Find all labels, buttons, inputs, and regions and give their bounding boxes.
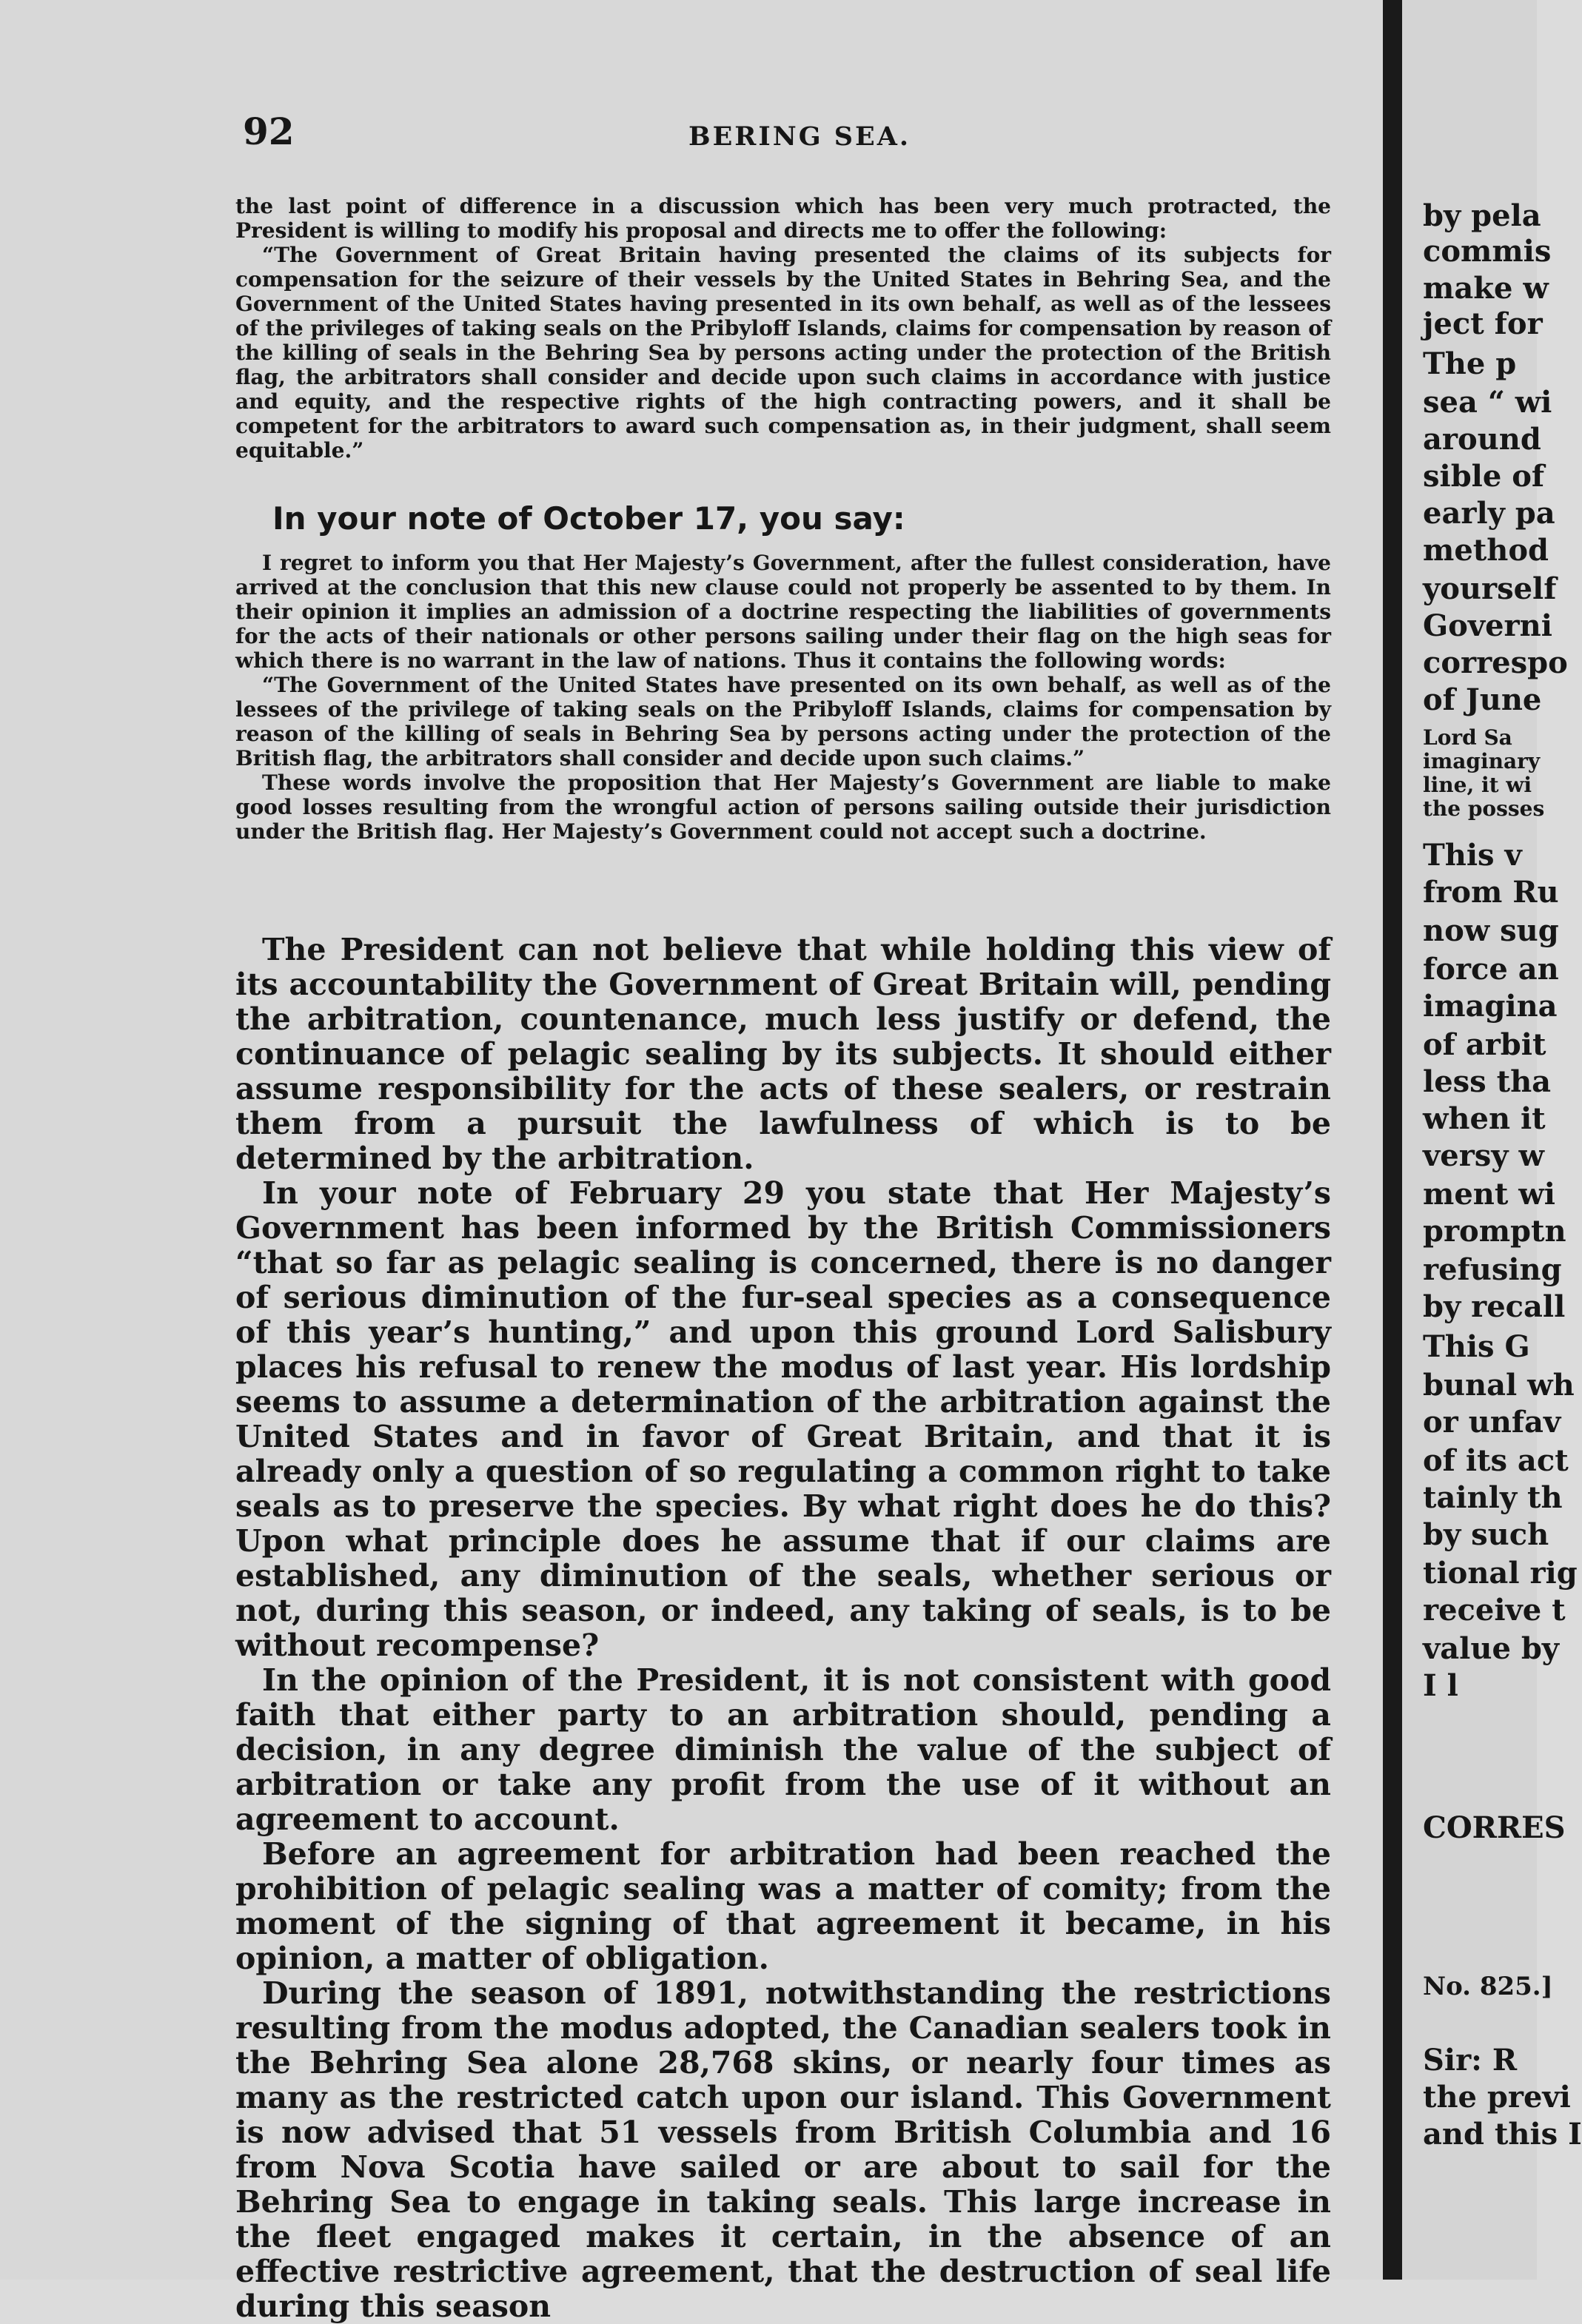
right-page-line: versy w bbox=[1423, 1138, 1544, 1173]
right-page-line: promptn bbox=[1423, 1214, 1566, 1249]
right-page-line: the previ bbox=[1423, 2080, 1571, 2115]
note-paragraph: I regret to inform you that Her Majesty’s Government, after the fullest consideration, have arrived at the conclusion that this new clause could not properly be assented to by them. In their opinion it implies an admission of a doctrine respecting the liabilities of governments for the acts of their nationals or other persons sailing under their flag on the high seas for which there is no warrant in the law of nations. Thus it contains the following words: bbox=[235, 551, 1331, 673]
right-page-line: by recall bbox=[1423, 1289, 1566, 1324]
body-paragraph: The President can not believe that while holding this view of its accountability the Government of Great Britain will, pending the arbitration, countenance, much less justify or defend, the continuance of pelagic sealing by its subjects. It should either assume responsibility for the acts of these sealers, or restrain them from a pursuit the lawfulness of which is to be determined by the arbitration. bbox=[235, 932, 1331, 1176]
right-page-line: bunal wh bbox=[1423, 1368, 1575, 1403]
main-text-block bbox=[235, 933, 1331, 2324]
page-number: 92 bbox=[243, 110, 295, 153]
right-page-line: now sug bbox=[1423, 913, 1559, 948]
right-page-line: I l bbox=[1423, 1668, 1458, 1703]
right-page-line: value by bbox=[1423, 1631, 1560, 1666]
quote-paragraph: “The Government of Great Britain having presented the claims of its subjects for compensation for the seizure of their vessels by the United States in Behring Sea, and the Government of the United States having presented in its own behalf, as well as of the lessees of the privileges of taking seals on the Pribyloff Islands, claims for compensation by reason of the killing of seals in the Behring Sea by persons acting under the protection of the British flag, the arbitrators shall consider and decide upon such claims in accordance with justice and equity, and the respective rights of the high contracting powers, and it shall be competent for the arbitrators to award such compensation as, in their judgment, shall seem equitable.” bbox=[235, 243, 1331, 463]
right-page-line: yourself bbox=[1423, 571, 1557, 606]
right-page-line: around bbox=[1423, 422, 1541, 457]
right-page-line: of its act bbox=[1423, 1443, 1569, 1478]
right-page-line: and this I bbox=[1423, 2117, 1582, 2152]
body-paragraph: In your note of February 29 you state that Her Majesty’s Government has been informed by the British Commissioners “that so far as pelagic sealing is concerned, there is no danger of serious diminution of the fur-seal species as a consequence of this year’s hunting,” and upon this ground Lord Salisbury places his refusal to renew the modus of last year. His lordship seems to assume a determination of the arbitration against the United States and in favor of Great Britain, and that it is already only a question of so regulating a common right to take seals as to preserve the species. By what right does he do this? Upon what principle does he assume that if our claims are established, any diminution of the seals, whether serious or not, during this season, or indeed, any taking of seals, is to be without recompense? bbox=[235, 1175, 1331, 1663]
right-page-line: or unfav bbox=[1423, 1405, 1561, 1440]
right-page-line: by pela bbox=[1423, 198, 1541, 233]
right-page-line: early pa bbox=[1423, 496, 1555, 531]
right-page-line: No. 825.] bbox=[1423, 1972, 1553, 2001]
body-paragraph: In the opinion of the President, it is not consistent with good faith that either party to an arbitration should, pending a decision, in any degree diminish the value of the subject of arbitration or take any profit from the use of it without an agreement to account. bbox=[235, 1662, 1331, 1837]
right-page-line: imagina bbox=[1423, 989, 1558, 1024]
right-page-line: the posses bbox=[1423, 796, 1545, 821]
right-page-fragment bbox=[1402, 0, 1582, 2280]
right-page-line: force an bbox=[1423, 952, 1559, 987]
right-page-line: receive t bbox=[1423, 1593, 1566, 1628]
right-page-line: sea “ wi bbox=[1423, 385, 1552, 420]
note-paragraph: These words involve the proposition that Her Majesty’s Government are liable to make good losses resulting from the wrongful action of persons sailing outside their jurisdiction under the British flag. Her Majesty’s Government could not accept such a doctrine. bbox=[235, 770, 1331, 844]
section-heading: In your note of October 17, you say: bbox=[272, 500, 905, 537]
right-page-line: Governi bbox=[1423, 608, 1552, 643]
right-page-line: when it bbox=[1423, 1101, 1546, 1136]
right-page-line: Sir: R bbox=[1423, 2043, 1518, 2078]
page-gutter bbox=[1383, 0, 1402, 2280]
right-page-line: line, it wi bbox=[1423, 773, 1532, 797]
right-page-line: method bbox=[1423, 533, 1549, 568]
note-paragraph: “The Government of the United States have presented on its own behalf, as well as of the lessees of the privilege of taking seals on the Pribyloff Islands, claims for compensation by reason of the killing of seals in Behring Sea by persons acting under the protection of the British flag, the arbitrators shall consider and decide upon such claims.” bbox=[235, 673, 1331, 770]
right-page-line: of June bbox=[1423, 682, 1542, 717]
body-paragraph: Before an agreement for arbitration had been reached the prohibition of pelagic sealing was a matter of comity; from the moment of the signing of that agreement it became, in his opinion, a matter of obligation. bbox=[235, 1836, 1331, 1976]
right-page-line: This v bbox=[1423, 838, 1522, 873]
right-page-line: correspo bbox=[1423, 645, 1568, 680]
right-page-line: of arbit bbox=[1423, 1027, 1546, 1062]
right-page-line: Lord Sa bbox=[1423, 725, 1512, 750]
right-page-line: sible of bbox=[1423, 459, 1545, 494]
right-page-line: imaginary bbox=[1423, 749, 1541, 773]
quote-paragraph: the last point of difference in a discussion which has been very much protracted, the President is willing to modify his proposal and directs me to offer the following: bbox=[235, 194, 1331, 243]
right-page-line: ment wi bbox=[1423, 1177, 1555, 1212]
right-page-line: tainly th bbox=[1423, 1480, 1563, 1515]
right-page-line: by such bbox=[1423, 1517, 1549, 1552]
right-page-line: CORRES bbox=[1423, 1810, 1566, 1845]
right-page-line: less tha bbox=[1423, 1064, 1552, 1099]
running-head: BERING SEA. bbox=[688, 121, 911, 152]
quoted-proposal-block bbox=[235, 194, 1331, 463]
body-paragraph: During the season of 1891, notwithstanding the restrictions resulting from the modus adopted, the Canadian sealers took in the Behring Sea alone 28,768 skins, or nearly four times as many as the restricted catch upon our island. This Government is now advised that 51 vessels from British Columbia and 16 from Nova Scotia have sailed or are about to sail for the Behring Sea to engage in taking seals. This large increase in the fleet engaged makes it certain, in the absence of an effective restrictive agreement, that the destruction of seal life during this season bbox=[235, 1975, 1331, 2324]
right-page-line: commis bbox=[1423, 234, 1552, 269]
right-page-line: make w bbox=[1423, 271, 1549, 306]
right-page-line: tional rig bbox=[1423, 1556, 1578, 1591]
right-page-line: ject for bbox=[1423, 306, 1543, 341]
quoted-note-block bbox=[235, 551, 1331, 844]
right-page-line: This G bbox=[1423, 1329, 1530, 1364]
right-page-line: refusing bbox=[1423, 1252, 1562, 1287]
right-page-line: from Ru bbox=[1423, 875, 1559, 910]
right-page-line: The p bbox=[1423, 346, 1517, 381]
